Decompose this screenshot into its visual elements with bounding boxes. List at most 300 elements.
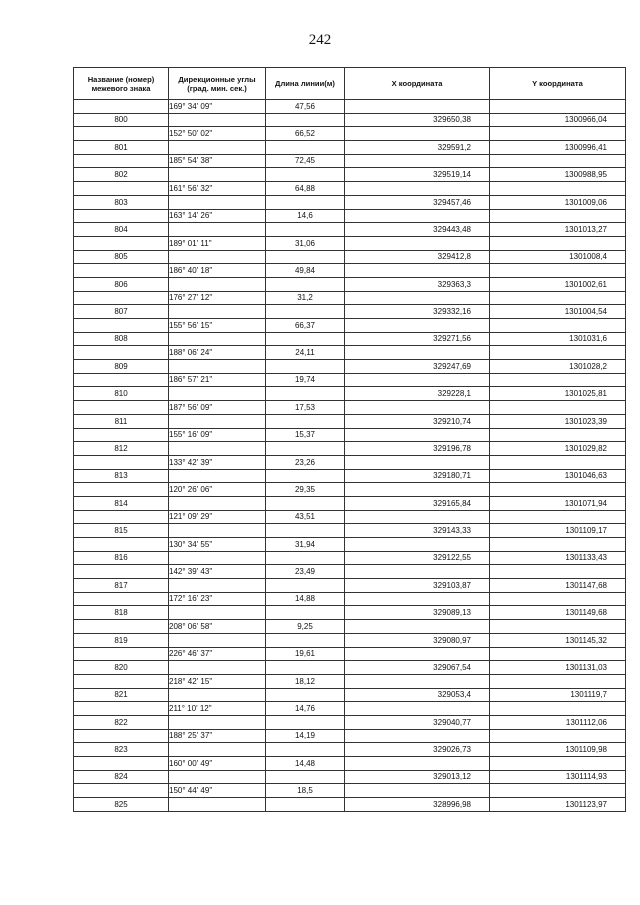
- length-cell: 14,6: [266, 209, 345, 223]
- empty-cell: [345, 428, 490, 442]
- empty-cell: [169, 305, 266, 319]
- empty-cell: [490, 373, 626, 387]
- empty-cell: [169, 551, 266, 565]
- angle-cell: 226° 46' 37": [169, 647, 266, 661]
- segment-row: [74, 127, 626, 141]
- y-coordinate-cell: 1301109,17: [490, 524, 626, 538]
- empty-cell: [74, 565, 169, 579]
- x-coordinate-cell: 329332,16: [345, 305, 490, 319]
- empty-cell: [490, 565, 626, 579]
- angle-cell: 142° 39' 43": [169, 565, 266, 579]
- point-row: [74, 442, 626, 456]
- y-coordinate-cell: 1301131,03: [490, 661, 626, 675]
- y-coordinate-cell: 1300966,04: [490, 113, 626, 127]
- angle-cell: 185° 54' 38": [169, 154, 266, 168]
- empty-cell: [169, 277, 266, 291]
- empty-cell: [345, 291, 490, 305]
- angle-cell: 161° 56' 32": [169, 182, 266, 196]
- segment-row: [74, 100, 626, 114]
- point-row: [74, 524, 626, 538]
- empty-cell: [345, 236, 490, 250]
- empty-cell: [490, 319, 626, 333]
- header-y: Y координата: [490, 68, 626, 100]
- x-coordinate-cell: 328996,98: [345, 798, 490, 812]
- point-row: [74, 496, 626, 510]
- point-row: [74, 688, 626, 702]
- empty-cell: [266, 387, 345, 401]
- angle-cell: 133° 42' 39": [169, 455, 266, 469]
- length-cell: 72,45: [266, 154, 345, 168]
- length-cell: 43,51: [266, 510, 345, 524]
- point-name-cell: 800: [74, 113, 169, 127]
- segment-row: [74, 428, 626, 442]
- y-coordinate-cell: 1301031,6: [490, 332, 626, 346]
- empty-cell: [169, 715, 266, 729]
- empty-cell: [266, 442, 345, 456]
- segment-row: [74, 401, 626, 415]
- empty-cell: [74, 373, 169, 387]
- segment-row: [74, 373, 626, 387]
- empty-cell: [266, 715, 345, 729]
- y-coordinate-cell: 1301029,82: [490, 442, 626, 456]
- empty-cell: [490, 100, 626, 114]
- empty-cell: [74, 401, 169, 415]
- empty-cell: [74, 264, 169, 278]
- segment-row: [74, 483, 626, 497]
- y-coordinate-cell: 1301133,43: [490, 551, 626, 565]
- segment-row: [74, 291, 626, 305]
- empty-cell: [74, 291, 169, 305]
- point-name-cell: 814: [74, 496, 169, 510]
- point-name-cell: 817: [74, 579, 169, 593]
- point-row: [74, 551, 626, 565]
- empty-cell: [345, 784, 490, 798]
- point-row: [74, 469, 626, 483]
- segment-row: [74, 620, 626, 634]
- point-row: [74, 743, 626, 757]
- empty-cell: [169, 113, 266, 127]
- empty-cell: [345, 373, 490, 387]
- empty-cell: [345, 455, 490, 469]
- y-coordinate-cell: 1301013,27: [490, 223, 626, 237]
- empty-cell: [74, 702, 169, 716]
- empty-cell: [74, 127, 169, 141]
- y-coordinate-cell: 1301046,63: [490, 469, 626, 483]
- y-coordinate-cell: 1301071,94: [490, 496, 626, 510]
- y-coordinate-cell: 1301109,98: [490, 743, 626, 757]
- length-cell: 47,56: [266, 100, 345, 114]
- empty-cell: [74, 154, 169, 168]
- angle-cell: 155° 16' 09": [169, 428, 266, 442]
- y-coordinate-cell: 1301025,81: [490, 387, 626, 401]
- segment-row: [74, 647, 626, 661]
- angle-cell: 172° 16' 23": [169, 592, 266, 606]
- point-row: [74, 387, 626, 401]
- empty-cell: [169, 387, 266, 401]
- empty-cell: [490, 592, 626, 606]
- segment-row: [74, 702, 626, 716]
- angle-cell: 121° 09' 29": [169, 510, 266, 524]
- empty-cell: [266, 606, 345, 620]
- segment-row: [74, 182, 626, 196]
- point-name-cell: 818: [74, 606, 169, 620]
- y-coordinate-cell: 1301149,68: [490, 606, 626, 620]
- point-row: [74, 606, 626, 620]
- empty-cell: [490, 483, 626, 497]
- empty-cell: [266, 168, 345, 182]
- empty-cell: [490, 757, 626, 771]
- empty-cell: [490, 346, 626, 360]
- empty-cell: [345, 674, 490, 688]
- point-name-cell: 825: [74, 798, 169, 812]
- empty-cell: [74, 182, 169, 196]
- empty-cell: [490, 455, 626, 469]
- empty-cell: [345, 264, 490, 278]
- point-row: [74, 661, 626, 675]
- angle-cell: 130° 34' 55": [169, 538, 266, 552]
- point-row: [74, 113, 626, 127]
- x-coordinate-cell: 329443,48: [345, 223, 490, 237]
- x-coordinate-cell: 329040,77: [345, 715, 490, 729]
- length-cell: 23,49: [266, 565, 345, 579]
- empty-cell: [74, 757, 169, 771]
- empty-cell: [266, 496, 345, 510]
- y-coordinate-cell: 1301009,06: [490, 195, 626, 209]
- x-coordinate-cell: 329363,3: [345, 277, 490, 291]
- point-row: [74, 798, 626, 812]
- empty-cell: [169, 250, 266, 264]
- angle-cell: 176° 27' 12": [169, 291, 266, 305]
- empty-cell: [266, 305, 345, 319]
- empty-cell: [74, 729, 169, 743]
- x-coordinate-cell: 329165,84: [345, 496, 490, 510]
- angle-cell: 160° 00' 49": [169, 757, 266, 771]
- empty-cell: [345, 620, 490, 634]
- empty-cell: [169, 770, 266, 784]
- header-name: Название (номер) межевого знака: [74, 68, 169, 100]
- empty-cell: [74, 483, 169, 497]
- empty-cell: [169, 633, 266, 647]
- empty-cell: [74, 455, 169, 469]
- empty-cell: [169, 469, 266, 483]
- x-coordinate-cell: 329196,78: [345, 442, 490, 456]
- empty-cell: [169, 332, 266, 346]
- empty-cell: [266, 414, 345, 428]
- x-coordinate-cell: 329013,12: [345, 770, 490, 784]
- angle-cell: 155° 56' 15": [169, 319, 266, 333]
- empty-cell: [169, 496, 266, 510]
- angle-cell: 189° 01' 11": [169, 236, 266, 250]
- length-cell: 19,61: [266, 647, 345, 661]
- point-name-cell: 808: [74, 332, 169, 346]
- point-name-cell: 820: [74, 661, 169, 675]
- length-cell: 14,88: [266, 592, 345, 606]
- empty-cell: [345, 729, 490, 743]
- y-coordinate-cell: 1301147,68: [490, 579, 626, 593]
- y-coordinate-cell: 1301028,2: [490, 360, 626, 374]
- empty-cell: [490, 538, 626, 552]
- segment-row: [74, 784, 626, 798]
- point-name-cell: 811: [74, 414, 169, 428]
- point-name-cell: 804: [74, 223, 169, 237]
- length-cell: 14,76: [266, 702, 345, 716]
- empty-cell: [74, 236, 169, 250]
- angle-cell: 120° 26' 06": [169, 483, 266, 497]
- empty-cell: [345, 483, 490, 497]
- empty-cell: [345, 100, 490, 114]
- point-name-cell: 802: [74, 168, 169, 182]
- x-coordinate-cell: 329247,69: [345, 360, 490, 374]
- length-cell: 64,88: [266, 182, 345, 196]
- angle-cell: 150° 44' 49": [169, 784, 266, 798]
- length-cell: 49,84: [266, 264, 345, 278]
- page-number: 242: [308, 32, 332, 48]
- point-row: [74, 770, 626, 784]
- point-row: [74, 277, 626, 291]
- empty-cell: [74, 620, 169, 634]
- segment-row: [74, 729, 626, 743]
- point-row: [74, 168, 626, 182]
- length-cell: 14,19: [266, 729, 345, 743]
- empty-cell: [266, 688, 345, 702]
- empty-cell: [74, 647, 169, 661]
- empty-cell: [345, 565, 490, 579]
- point-name-cell: 810: [74, 387, 169, 401]
- point-row: [74, 360, 626, 374]
- empty-cell: [345, 319, 490, 333]
- length-cell: 18,12: [266, 674, 345, 688]
- empty-cell: [490, 647, 626, 661]
- empty-cell: [74, 784, 169, 798]
- empty-cell: [490, 510, 626, 524]
- point-name-cell: 819: [74, 633, 169, 647]
- x-coordinate-cell: 329412,8: [345, 250, 490, 264]
- x-coordinate-cell: 329053,4: [345, 688, 490, 702]
- segment-row: [74, 565, 626, 579]
- empty-cell: [266, 633, 345, 647]
- empty-cell: [169, 442, 266, 456]
- point-name-cell: 801: [74, 141, 169, 155]
- empty-cell: [169, 661, 266, 675]
- angle-cell: 211° 10' 12": [169, 702, 266, 716]
- length-cell: 31,06: [266, 236, 345, 250]
- length-cell: 31,94: [266, 538, 345, 552]
- point-name-cell: 821: [74, 688, 169, 702]
- segment-row: [74, 319, 626, 333]
- empty-cell: [345, 209, 490, 223]
- empty-cell: [266, 524, 345, 538]
- table-header-row: [74, 68, 626, 100]
- table-body: [74, 100, 626, 812]
- empty-cell: [490, 620, 626, 634]
- point-row: [74, 579, 626, 593]
- length-cell: 66,52: [266, 127, 345, 141]
- empty-cell: [490, 291, 626, 305]
- empty-cell: [266, 551, 345, 565]
- empty-cell: [266, 141, 345, 155]
- empty-cell: [169, 141, 266, 155]
- empty-cell: [169, 223, 266, 237]
- empty-cell: [169, 524, 266, 538]
- empty-cell: [345, 127, 490, 141]
- segment-row: [74, 538, 626, 552]
- empty-cell: [490, 154, 626, 168]
- segment-row: [74, 510, 626, 524]
- y-coordinate-cell: 1301119,7: [490, 688, 626, 702]
- empty-cell: [169, 360, 266, 374]
- length-cell: 9,25: [266, 620, 345, 634]
- x-coordinate-cell: 329122,55: [345, 551, 490, 565]
- x-coordinate-cell: 329591,2: [345, 141, 490, 155]
- empty-cell: [74, 100, 169, 114]
- x-coordinate-cell: 329210,74: [345, 414, 490, 428]
- empty-cell: [169, 414, 266, 428]
- point-name-cell: 803: [74, 195, 169, 209]
- y-coordinate-cell: 1301002,61: [490, 277, 626, 291]
- empty-cell: [266, 277, 345, 291]
- point-row: [74, 250, 626, 264]
- point-row: [74, 223, 626, 237]
- empty-cell: [345, 757, 490, 771]
- x-coordinate-cell: 329067,54: [345, 661, 490, 675]
- angle-cell: 187° 56' 09": [169, 401, 266, 415]
- point-name-cell: 823: [74, 743, 169, 757]
- segment-row: [74, 209, 626, 223]
- empty-cell: [74, 592, 169, 606]
- empty-cell: [490, 428, 626, 442]
- x-coordinate-cell: 329103,87: [345, 579, 490, 593]
- empty-cell: [74, 538, 169, 552]
- angle-cell: 186° 57' 21": [169, 373, 266, 387]
- angle-cell: 218° 42' 15": [169, 674, 266, 688]
- x-coordinate-cell: 329089,13: [345, 606, 490, 620]
- y-coordinate-cell: 1301145,32: [490, 633, 626, 647]
- empty-cell: [74, 674, 169, 688]
- segment-row: [74, 674, 626, 688]
- segment-row: [74, 154, 626, 168]
- angle-cell: 186° 40' 18": [169, 264, 266, 278]
- header-x: X координата: [345, 68, 490, 100]
- empty-cell: [169, 195, 266, 209]
- empty-cell: [490, 127, 626, 141]
- empty-cell: [490, 182, 626, 196]
- empty-cell: [266, 661, 345, 675]
- empty-cell: [345, 592, 490, 606]
- empty-cell: [74, 319, 169, 333]
- x-coordinate-cell: 329143,33: [345, 524, 490, 538]
- y-coordinate-cell: 1301114,93: [490, 770, 626, 784]
- angle-cell: 169° 34' 09": [169, 100, 266, 114]
- empty-cell: [490, 209, 626, 223]
- empty-cell: [266, 195, 345, 209]
- point-name-cell: 805: [74, 250, 169, 264]
- empty-cell: [345, 401, 490, 415]
- angle-cell: 208° 06' 58": [169, 620, 266, 634]
- length-cell: 23,26: [266, 455, 345, 469]
- x-coordinate-cell: 329026,73: [345, 743, 490, 757]
- point-row: [74, 414, 626, 428]
- length-cell: 29,35: [266, 483, 345, 497]
- empty-cell: [345, 702, 490, 716]
- point-name-cell: 812: [74, 442, 169, 456]
- empty-cell: [490, 401, 626, 415]
- angle-cell: 188° 25' 37": [169, 729, 266, 743]
- empty-cell: [266, 469, 345, 483]
- empty-cell: [266, 743, 345, 757]
- y-coordinate-cell: 1301112,06: [490, 715, 626, 729]
- empty-cell: [169, 579, 266, 593]
- empty-cell: [74, 209, 169, 223]
- segment-row: [74, 264, 626, 278]
- empty-cell: [266, 113, 345, 127]
- x-coordinate-cell: 329228,1: [345, 387, 490, 401]
- empty-cell: [345, 346, 490, 360]
- point-row: [74, 195, 626, 209]
- empty-cell: [169, 168, 266, 182]
- point-name-cell: 816: [74, 551, 169, 565]
- empty-cell: [266, 223, 345, 237]
- empty-cell: [345, 538, 490, 552]
- empty-cell: [490, 702, 626, 716]
- length-cell: 15,37: [266, 428, 345, 442]
- segment-row: [74, 346, 626, 360]
- empty-cell: [169, 798, 266, 812]
- length-cell: 17,53: [266, 401, 345, 415]
- x-coordinate-cell: 329650,38: [345, 113, 490, 127]
- length-cell: 18,5: [266, 784, 345, 798]
- point-name-cell: 809: [74, 360, 169, 374]
- empty-cell: [266, 360, 345, 374]
- segment-row: [74, 592, 626, 606]
- segment-row: [74, 236, 626, 250]
- point-row: [74, 332, 626, 346]
- empty-cell: [345, 154, 490, 168]
- length-cell: 66,37: [266, 319, 345, 333]
- y-coordinate-cell: 1300996,41: [490, 141, 626, 155]
- y-coordinate-cell: 1301023,39: [490, 414, 626, 428]
- empty-cell: [345, 510, 490, 524]
- empty-cell: [266, 770, 345, 784]
- point-name-cell: 806: [74, 277, 169, 291]
- empty-cell: [345, 182, 490, 196]
- point-name-cell: 813: [74, 469, 169, 483]
- x-coordinate-cell: 329457,46: [345, 195, 490, 209]
- header-length: Длина линии(м): [266, 68, 345, 100]
- empty-cell: [345, 647, 490, 661]
- empty-cell: [490, 264, 626, 278]
- empty-cell: [266, 250, 345, 264]
- y-coordinate-cell: 1301004,54: [490, 305, 626, 319]
- empty-cell: [490, 729, 626, 743]
- point-name-cell: 815: [74, 524, 169, 538]
- coordinates-table: [73, 67, 626, 812]
- empty-cell: [266, 798, 345, 812]
- length-cell: 19,74: [266, 373, 345, 387]
- point-name-cell: 807: [74, 305, 169, 319]
- point-name-cell: 822: [74, 715, 169, 729]
- empty-cell: [169, 688, 266, 702]
- point-row: [74, 715, 626, 729]
- point-row: [74, 305, 626, 319]
- empty-cell: [169, 743, 266, 757]
- length-cell: 31,2: [266, 291, 345, 305]
- empty-cell: [490, 236, 626, 250]
- x-coordinate-cell: 329519,14: [345, 168, 490, 182]
- x-coordinate-cell: 329271,56: [345, 332, 490, 346]
- y-coordinate-cell: 1300988,95: [490, 168, 626, 182]
- angle-cell: 188° 06' 24": [169, 346, 266, 360]
- empty-cell: [266, 579, 345, 593]
